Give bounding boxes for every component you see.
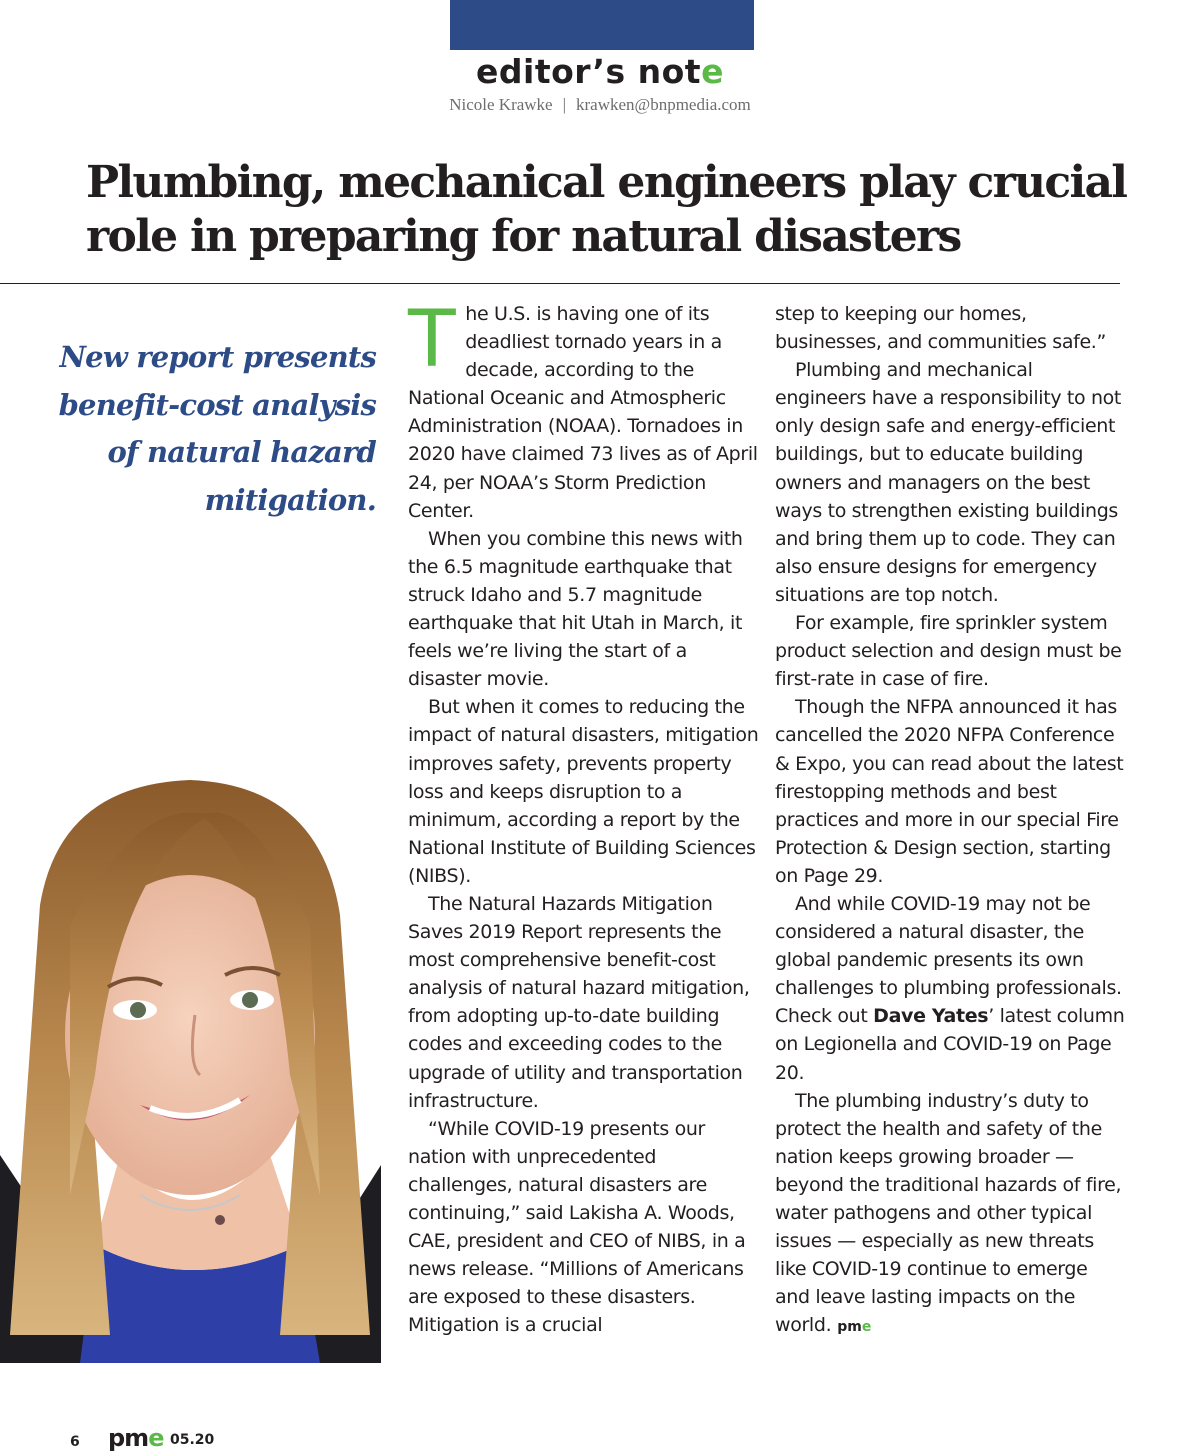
end-mark-logo: [837, 1319, 871, 1335]
paragraph: [775, 1087, 1127, 1342]
pull-quote: New report presents benefit-cost analysis of natural hazard mitigation.: [58, 340, 376, 517]
paragraph: Though the NFPA announced it has cancelled the 2020 NFPA Conference & Expo, you can read about the latest firestopping methods and best practices and more in our special Fire Protection & Design section, starting on Page 29.: [775, 696, 1124, 887]
issue-date: 05.20: [170, 1432, 215, 1448]
byline-separator: |: [562, 95, 567, 114]
end-mark-accent: e: [861, 1319, 872, 1336]
page-number: 6: [70, 1434, 80, 1450]
headline-divider: [0, 283, 1120, 284]
paragraph-text: And while COVID-19 may not be considered a natural disaster, the global pandemic presents its own challenges to plumbing professionals. Check out: [775, 892, 1122, 1028]
article-column-2: [775, 300, 1127, 1341]
paragraph: [408, 295, 760, 525]
footer-logo-accent: e: [148, 1424, 164, 1452]
section-label: [0, 52, 1200, 91]
byline: [0, 95, 1200, 115]
paragraph: [775, 890, 1127, 1087]
footer-logo: [108, 1424, 163, 1452]
section-label-accent: e: [701, 52, 724, 91]
header-color-bar: [450, 0, 754, 50]
paragraph-text: ’ latest column on Legionella and COVID-19 on Page 20.: [775, 1005, 1125, 1084]
author-photo: [0, 775, 381, 1363]
paragraph: Plumbing and mechanical engineers have a responsibility to not only design safe and energy-efficient buildings, but to educate building owners and managers on the best ways to strengthen existing buildings and bring them up to code. They can also ensure designs for emergency situations are top notch.: [775, 359, 1122, 606]
paragraph-text: The plumbing industry’s duty to protect the health and safety of the nation keeps growing broader — beyond the traditional hazards of fire, water pathogens and other typical issues — especially as new threats like COVID-19 continue to emerge and leave lasting impacts on the world.: [775, 1089, 1122, 1337]
paragraph: When you combine this news with the 6.5 magnitude earthquake that struck Idaho and 5.7 magnitude earthquake that hit Utah in March, it feels we’re living the start of a disaster movie.: [408, 527, 743, 691]
article-column-1: [408, 295, 760, 1339]
columnist-name: Dave Yates: [873, 1005, 989, 1028]
paragraph: For example, fire sprinkler system product selection and design must be first-rate in case of fire.: [775, 612, 1122, 691]
end-mark-main: pm: [837, 1319, 862, 1336]
paragraph: But when it comes to reducing the impact of natural disasters, mitigation improves safety, prevents property loss and keeps disruption to a minimum, according a report by the National Institute of Building Sciences (NIBS).: [408, 696, 759, 887]
paragraph: “While COVID-19 presents our nation with unprecedented challenges, natural disasters are continuing,” said Lakisha A. Woods, CAE, president and CEO of NIBS, in a news release. “Millions of Americans are exposed to these disasters. Mitigation is a crucial: [408, 1117, 746, 1337]
drop-cap: T: [408, 295, 456, 385]
footer-logo-main: pm: [108, 1424, 149, 1452]
author-email: krawken@bnpmedia.com: [576, 95, 751, 114]
paragraph: The Natural Hazards Mitigation Saves 2019 Report represents the most comprehensive benefit-cost analysis of natural hazard mitigation, from adopting up-to-date building codes and exceeding codes to the upgrade of utility and transportation infrastructure.: [408, 892, 750, 1112]
article-headline: Plumbing, mechanical engineers play crucial role in preparing for natural disasters: [86, 157, 1127, 262]
author-name: Nicole Krawke: [449, 95, 553, 114]
paragraph: step to keeping our homes, businesses, and communities safe.”: [775, 303, 1106, 354]
paragraph-text: he U.S. is having one of its deadliest tornado years in a decade, according to the National Oceanic and Atmospheric Administration (NOAA). Tornadoes in 2020 have claimed 73 lives as of April 24, per NOAA’s Storm Prediction Center.: [408, 303, 758, 522]
section-label-main: editor’s not: [476, 52, 702, 91]
